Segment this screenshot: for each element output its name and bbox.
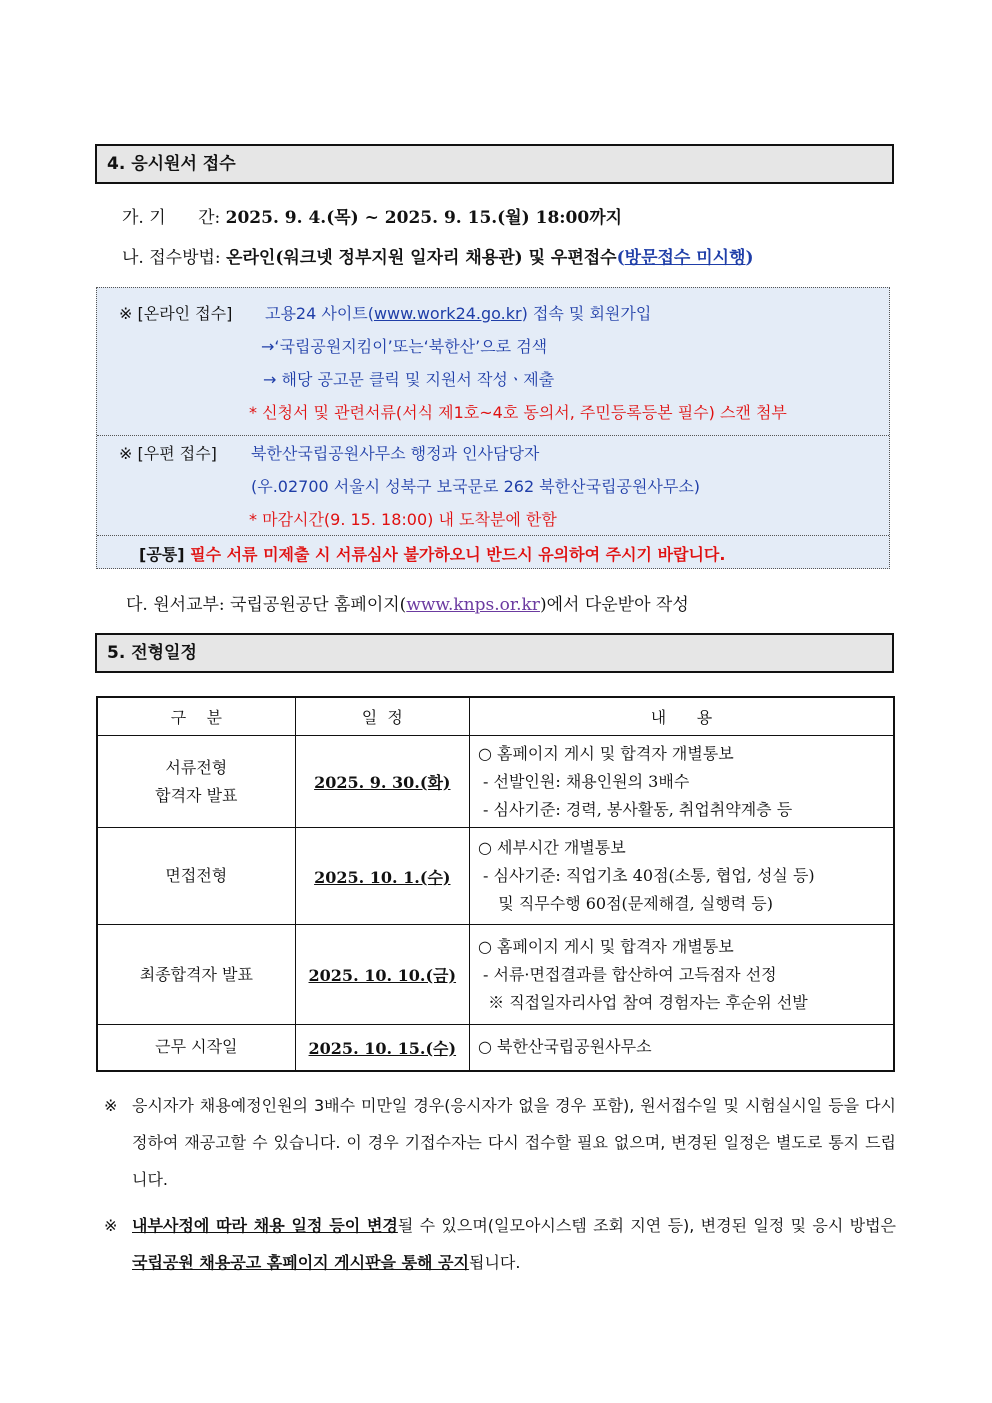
table-row <box>97 1025 894 1071</box>
table-row <box>97 828 894 925</box>
row-1-content-line-2: - 선발인원: 채용인원의 3배수 <box>477 771 690 791</box>
online-line-4: * 신청서 및 관련서류(서식 제1호~4호 동의서, 주민등록등본 필수) 스캔 첨부 <box>249 403 787 422</box>
online-line-1-pre: 고용24 사이트( <box>265 304 374 323</box>
row-4-category <box>97 1025 295 1071</box>
row-2-content <box>469 828 894 925</box>
mail-line-3: * 마감시간(9. 15. 18:00) 내 도착분에 한함 <box>249 510 557 529</box>
row-2-date: 2025. 10. 1.(수) <box>295 828 469 925</box>
header-category: 구 분 <box>97 697 295 736</box>
row-1-content-line-1: ○ 홈페이지 게시 및 합격자 개별통보 <box>477 743 734 763</box>
common-line <box>139 542 725 565</box>
online-line-2: →‘국립공원지킴이’또는‘북한산’으로 검색 <box>261 337 548 356</box>
footnote-2-middle: 될 수 있으며(일모아시스템 조회 지연 등), 변경된 일정 및 응시 방법은 <box>397 1216 896 1235</box>
row-1-content <box>469 736 894 828</box>
row-2-content-line-1: ○ 세부시간 개별통보 <box>477 838 626 857</box>
header-date: 일 정 <box>295 697 469 736</box>
schedule-table <box>96 696 895 1072</box>
table-row <box>97 736 894 828</box>
footnote-2-emphasis-2: 국립공원 채용공고 홈페이지 게시판을 통해 공지 <box>132 1253 469 1272</box>
period-value: 2025. 9. 4.(목) ~ 2025. 9. 15.(월) 18:00까지 <box>225 208 623 228</box>
section-4-title: 4. 응시원서 접수 <box>107 154 236 174</box>
footnote-2-end: 됩니다. <box>468 1253 521 1272</box>
row-4-date: 2025. 10. 15.(수) <box>295 1025 469 1071</box>
row-1-date: 2025. 9. 30.(화) <box>295 736 469 828</box>
footnote-2 <box>104 1207 896 1281</box>
mail-line-1: 북한산국립공원사무소 행정과 인사담당자 <box>251 444 540 463</box>
row-2-content-line-3: 및 직무수행 60점(문제해결, 실행력 등) <box>477 894 773 913</box>
row-2-category <box>97 828 295 925</box>
footnote-1 <box>104 1087 896 1198</box>
method-value: 온라인(워크넷 정부지원 일자리 채용관) 및 우편접수 <box>226 248 617 268</box>
method-line <box>122 243 754 268</box>
application-notice-box <box>96 287 890 569</box>
section-5-header <box>95 633 894 673</box>
work24-link[interactable]: www.work24.go.kr <box>373 304 522 323</box>
mail-line-2: (우.02700 서울시 성북구 보국문로 262 북한산국립공원사무소) <box>251 477 701 496</box>
row-2-category-line-1: 면접전형 <box>165 866 228 885</box>
form-label: 다. 원서교부: 국립공원공단 홈페이지( <box>126 595 407 615</box>
row-4-content-line-1: ○ 북한산국립공원사무소 <box>477 1037 652 1057</box>
knps-link[interactable]: www.knps.or.kr <box>406 595 540 615</box>
row-3-category <box>97 925 295 1025</box>
online-line-3: → 해당 공고문 클릭 및 지원서 작성ㆍ제출 <box>263 370 555 389</box>
footnote-1-mark: ※ <box>104 1096 118 1115</box>
row-4-category-line-1: 근무 시작일 <box>155 1037 238 1057</box>
row-3-content-line-1: ○ 홈페이지 게시 및 합격자 개별통보 <box>477 936 734 956</box>
notice-divider-1 <box>97 435 889 436</box>
footnote-2-emphasis-1: 내부사정에 따라 채용 일정 등이 변경 <box>132 1216 398 1235</box>
method-paren-open: ( <box>616 248 625 268</box>
row-3-category-line-1: 최종합격자 발표 <box>139 964 253 984</box>
footnote-2-text <box>132 1207 896 1281</box>
row-3-content-line-2: - 서류·면접결과를 합산하여 고득점자 선정 <box>477 964 777 984</box>
online-line-1-post: ) 접속 및 회원가입 <box>521 304 652 323</box>
online-label: ※ [온라인 접수] <box>119 304 233 323</box>
footnote-1-text: 응시자가 채용예정인원의 3배수 미만일 경우(응시자가 없을 경우 포함), 원서접수일 및 시험실시일 등을 다시 정하여 재공고할 수 있습니다. 이 경우 기접수자는 다시 접수할 필요 없으며, 변경된 일정은 별도로 통지 드립니다. <box>132 1096 896 1189</box>
row-3-content-line-3: ※ 직접일자리사업 참여 경험자는 후순위 선발 <box>477 992 808 1012</box>
method-note: 방문접수 미시행 <box>624 248 746 268</box>
row-1-category-line-1: 서류전형 <box>165 757 228 777</box>
row-1-category-line-2: 합격자 발표 <box>155 785 238 805</box>
row-3-date: 2025. 10. 10.(금) <box>295 925 469 1025</box>
row-1-content-line-3: - 심사기준: 경력, 봉사활동, 취업취약계층 등 <box>477 799 793 819</box>
online-line-1 <box>265 301 651 324</box>
header-content: 내 용 <box>469 697 894 736</box>
common-label: [공통] <box>139 545 185 564</box>
method-paren-close: ) <box>745 248 754 268</box>
common-text: 필수 서류 미제출 시 서류심사 불가하오니 반드시 유의하여 주시기 바랍니다. <box>184 545 726 564</box>
form-line <box>126 590 689 615</box>
schedule-header-row <box>97 697 894 736</box>
period-label: 가. 기 간: <box>122 208 226 228</box>
table-row <box>97 925 894 1025</box>
notice-divider-2 <box>97 535 889 536</box>
row-4-content <box>469 1025 894 1071</box>
footnote-2-mark: ※ <box>104 1216 118 1235</box>
row-3-content <box>469 925 894 1025</box>
mail-label: ※ [우편 접수] <box>119 444 217 463</box>
section-5-title: 5. 전형일정 <box>107 643 197 663</box>
period-line <box>122 203 622 228</box>
method-label: 나. 접수방법: <box>122 248 227 268</box>
row-2-content-line-2: - 심사기준: 직업기초 40점(소통, 협업, 성실 등) <box>477 866 815 885</box>
section-4-header <box>95 144 894 184</box>
row-1-category <box>97 736 295 828</box>
form-post: )에서 다운받아 작성 <box>539 595 689 615</box>
